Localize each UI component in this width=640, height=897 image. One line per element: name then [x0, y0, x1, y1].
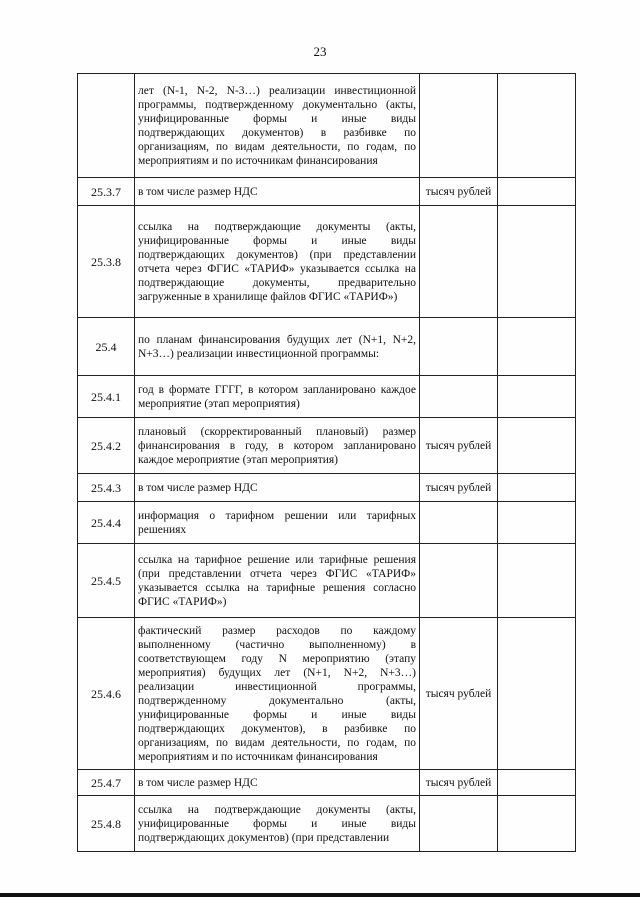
empty-cell — [498, 770, 576, 796]
table-row — [78, 544, 576, 618]
empty-cell — [498, 376, 576, 418]
table-row — [78, 770, 576, 796]
row-number: 25.4.3 — [78, 474, 135, 502]
row-description: плановый (скорректированный плановый) размер финансирования в году, в котором запланировано каждое мероприятие (этап мероприятия) — [135, 418, 420, 474]
table-row — [78, 502, 576, 544]
table-row — [78, 318, 576, 376]
empty-cell — [498, 206, 576, 318]
empty-cell — [498, 502, 576, 544]
table-row — [78, 376, 576, 418]
row-number: 25.4 — [78, 318, 135, 376]
requirements-table — [77, 73, 576, 852]
empty-cell — [498, 544, 576, 618]
row-number: 25.4.5 — [78, 544, 135, 618]
table-row — [78, 206, 576, 318]
empty-cell — [498, 618, 576, 770]
row-number: 25.4.6 — [78, 618, 135, 770]
table-row — [78, 474, 576, 502]
scan-edge — [0, 893, 640, 897]
row-unit — [420, 318, 498, 376]
row-unit — [420, 376, 498, 418]
table-row — [78, 618, 576, 770]
row-unit — [420, 796, 498, 852]
row-description: ссылка на подтверждающие документы (акты, унифицированные формы и иные виды подтверждающих документов) (при представлении отчета через ФГИС «ТАРИФ» указывается ссылка на подтверждающие документы, предварительно загруженные в хранилище файлов ФГИС «ТАРИФ») — [135, 206, 420, 318]
empty-cell — [498, 318, 576, 376]
table-row — [78, 796, 576, 852]
row-unit: тысяч рублей — [420, 770, 498, 796]
row-description: информация о тарифном решении или тарифных решениях — [135, 502, 420, 544]
row-description: в том числе размер НДС — [135, 178, 420, 206]
row-description: в том числе размер НДС — [135, 474, 420, 502]
empty-cell — [498, 796, 576, 852]
row-number: 25.4.2 — [78, 418, 135, 474]
empty-cell — [498, 178, 576, 206]
row-description: в том числе размер НДС — [135, 770, 420, 796]
page-number: 23 — [313, 44, 327, 59]
empty-cell — [498, 418, 576, 474]
row-unit: тысяч рублей — [420, 178, 498, 206]
table-row — [78, 74, 576, 178]
row-description: ссылка на подтверждающие документы (акты, унифицированные формы и иные виды подтверждающих документов) (при представлении — [135, 796, 420, 852]
row-number: 25.4.7 — [78, 770, 135, 796]
row-description: лет (N-1, N-2, N-3…) реализации инвестиционной программы, подтвержденному документально (акты, унифицированные формы и иные виды подтверждающих документов) в разбивке по организациям, по видам деятельности, по годам, по мероприятиям и по источникам финансирования — [135, 74, 420, 178]
row-unit — [420, 502, 498, 544]
empty-cell — [498, 74, 576, 178]
row-description: ссылка на тарифное решение или тарифные решения (при представлении отчета через ФГИС «ТАРИФ» указывается ссылка на тарифные решения согласно ФГИС «ТАРИФ») — [135, 544, 420, 618]
table-row — [78, 178, 576, 206]
row-number: 25.4.1 — [78, 376, 135, 418]
empty-cell — [498, 474, 576, 502]
row-number: 25.4.4 — [78, 502, 135, 544]
row-number — [78, 74, 135, 178]
row-unit: тысяч рублей — [420, 474, 498, 502]
table-row — [78, 418, 576, 474]
row-unit — [420, 74, 498, 178]
row-number: 25.3.7 — [78, 178, 135, 206]
row-number: 25.3.8 — [78, 206, 135, 318]
row-description: по планам финансирования будущих лет (N+1, N+2, N+3…) реализации инвестиционной программы: — [135, 318, 420, 376]
row-unit — [420, 206, 498, 318]
row-unit: тысяч рублей — [420, 618, 498, 770]
row-unit: тысяч рублей — [420, 418, 498, 474]
row-unit — [420, 544, 498, 618]
row-number: 25.4.8 — [78, 796, 135, 852]
row-description: фактический размер расходов по каждому выполненному (частично выполненному) в соответствующем году N мероприятию (этапу мероприятия) будущих лет (N+1, N+2, N+3…) реализации инвестиционной программы, подтвержденному документально (акты, унифицированные формы и иные виды подтверждающих документов), в разбивке по организациям, по видам деятельности, по годам, по мероприятиям и по источникам финансирования — [135, 618, 420, 770]
row-description: год в формате ГГГГ, в котором запланировано каждое мероприятие (этап мероприятия) — [135, 376, 420, 418]
